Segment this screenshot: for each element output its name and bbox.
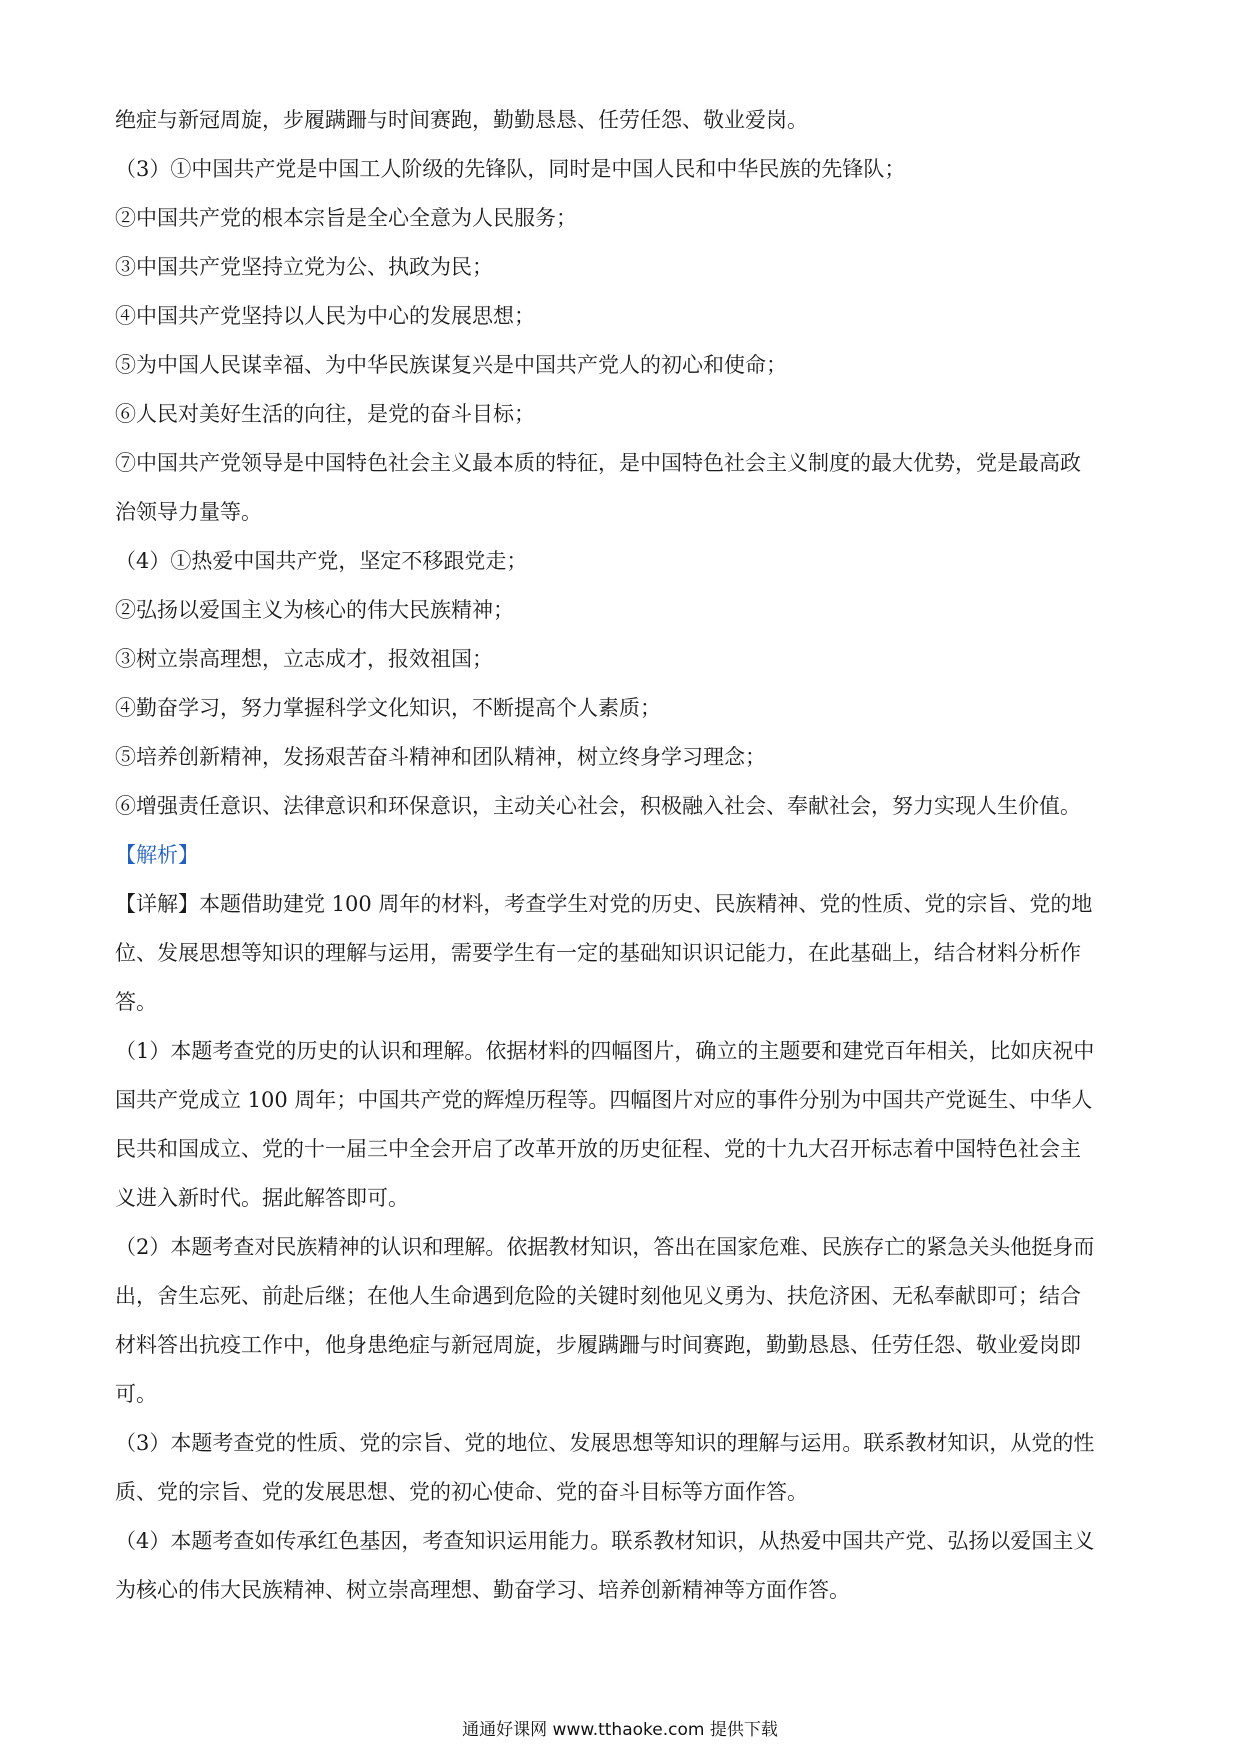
text-line: 位、发展思想等知识的理解与运用，需要学生有一定的基础知识识记能力，在此基础上，结合材料分析作: [115, 941, 1081, 965]
text-line: （1）本题考查党的历史的认识和理解。依据材料的四幅图片，确立的主题要和建党百年相关，比如庆祝中: [115, 1039, 1095, 1063]
text-line: 可。: [115, 1382, 157, 1406]
analysis-label: 【解析】: [115, 843, 199, 867]
text-line: 民共和国成立、党的十一届三中全会开启了改革开放的历史征程、党的十九大召开标志着中国特色社会主: [115, 1137, 1081, 1161]
text-line: 质、党的宗旨、党的发展思想、党的初心使命、党的奋斗目标等方面作答。: [115, 1480, 808, 1504]
analysis-section: [115, 880, 1130, 1615]
text-line: 治领导力量等。: [115, 500, 262, 524]
text-line: （3）①中国共产党是中国工人阶级的先锋队，同时是中国人民和中华民族的先锋队；: [115, 157, 906, 181]
text-line: ⑤为中国人民谋幸福、为中华民族谋复兴是中国共产党人的初心和使命；: [115, 353, 787, 377]
text-line: 答。: [115, 990, 157, 1014]
text-line: 出，舍生忘死、前赴后继；在他人生命遇到危险的关键时刻他见义勇为、扶危济困、无私奉献即可；结合: [115, 1284, 1081, 1308]
text-line: 为核心的伟大民族精神、树立崇高理想、勤奋学习、培养创新精神等方面作答。: [115, 1578, 850, 1602]
text-line: （4）①热爱中国共产党，坚定不移跟党走；: [115, 549, 528, 573]
text-line: ⑥增强责任意识、法律意识和环保意识，主动关心社会，积极融入社会、奉献社会，努力实现人生价值。: [115, 794, 1081, 818]
text-line: ④中国共产党坚持以人民为中心的发展思想；: [115, 304, 535, 328]
text-line: ⑥人民对美好生活的向往，是党的奋斗目标；: [115, 402, 535, 426]
text-line: ③中国共产党坚持立党为公、执政为民；: [115, 255, 493, 279]
text-line: ⑤培养创新精神，发扬艰苦奋斗精神和团队精神，树立终身学习理念；: [115, 745, 766, 769]
text-line: ③树立崇高理想，立志成才，报效祖国；: [115, 647, 493, 671]
answer-section-top: [115, 96, 1130, 831]
page-footer: 通通好课网 www.tthaoke.com 提供下载: [462, 1720, 778, 1740]
text-line: （3）本题考查党的性质、党的宗旨、党的地位、发展思想等知识的理解与运用。联系教材知识，从党的性: [115, 1431, 1095, 1455]
text-line: ②弘扬以爱国主义为核心的伟大民族精神；: [115, 598, 514, 622]
text-line: （2）本题考查对民族精神的认识和理解。依据教材知识，答出在国家危难、民族存亡的紧急关头他挺身而: [115, 1235, 1095, 1259]
text-line: 义进入新时代。据此解答即可。: [115, 1186, 409, 1210]
text-line: ⑦中国共产党领导是中国特色社会主义最本质的特征，是中国特色社会主义制度的最大优势，党是最高政: [115, 451, 1081, 475]
document-page: [115, 96, 1130, 1615]
text-line: 材料答出抗疫工作中，他身患绝症与新冠周旋，步履蹒跚与时间赛跑，勤勤恳恳、任劳任怨、敬业爱岗即: [115, 1333, 1081, 1357]
text-line: （4）本题考查如传承红色基因，考查知识运用能力。联系教材知识，从热爱中国共产党、弘扬以爱国主义: [115, 1529, 1095, 1553]
text-line: ④勤奋学习，努力掌握科学文化知识，不断提高个人素质；: [115, 696, 661, 720]
text-line: 国共产党成立 100 周年；中国共产党的辉煌历程等。四幅图片对应的事件分别为中国共产党诞生、中华人: [115, 1088, 1093, 1112]
text-line: 绝症与新冠周旋，步履蹒跚与时间赛跑，勤勤恳恳、任劳任怨、敬业爱岗。: [115, 108, 808, 132]
text-line: ②中国共产党的根本宗旨是全心全意为人民服务；: [115, 206, 577, 230]
text-line: 【详解】本题借助建党 100 周年的材料，考查学生对党的历史、民族精神、党的性质、党的宗旨、党的地: [115, 892, 1093, 916]
